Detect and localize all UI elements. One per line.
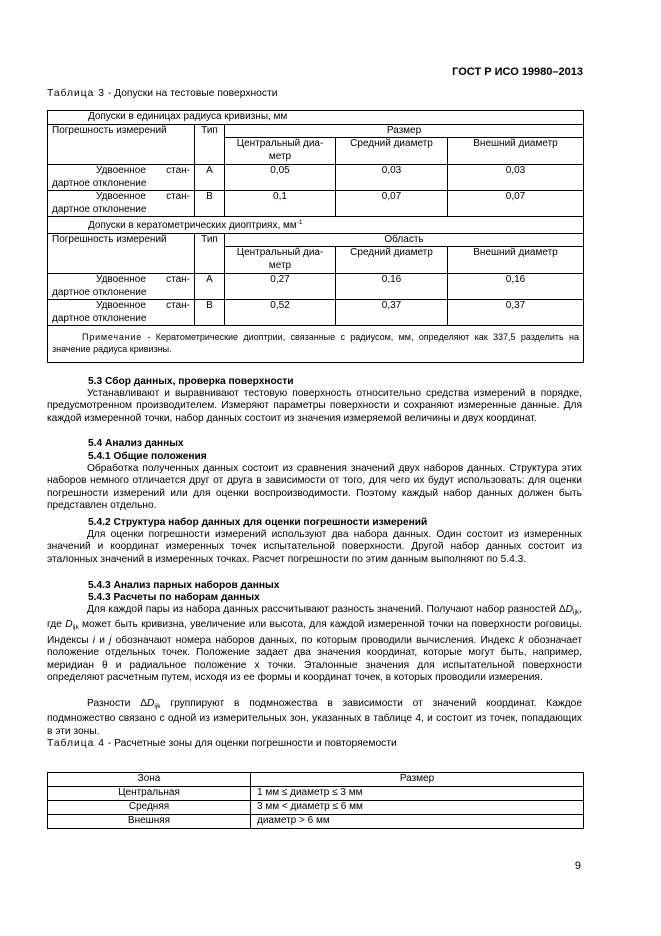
table3-caption	[47, 88, 278, 99]
table4-col-size: Размер	[251, 773, 584, 787]
table3-col-middle: Средний диаметр	[336, 247, 448, 274]
table3-col-error: Погрешность измерений	[48, 233, 195, 274]
table3-cell-outer: 0,37	[448, 300, 584, 326]
table4-cell-size: 3 мм < диаметр ≤ 6 мм	[251, 801, 584, 815]
table-row	[48, 165, 584, 191]
table3-caption-text: - Допуски на тестовые поверхности	[104, 88, 278, 99]
section-5-4-1-text: Обработка полученных данных состоит из сравнения значений двух наборов данных. Структура этих наборов немного отличается друг от друга в зависимости от того, для чего их будут использовать: для оценки погрешности измерений или для оценки воспроизводимости. Поэтому каждый набор данных должен быть представлен отдельно.	[47, 463, 582, 512]
section-5-4-1-heading: 5.4.1 Общие положения	[88, 451, 207, 462]
table3-col-outer: Внешний диаметр	[448, 247, 584, 274]
table3-cell-outer: 0,03	[448, 165, 584, 191]
table3-cell-outer: 0,16	[448, 274, 584, 300]
table3-col-central: Центральный диа- метр	[225, 247, 336, 274]
table4-caption-label: Таблица 4	[47, 738, 105, 749]
document-header: ГОСТ Р ИСО 19980–2013	[452, 66, 583, 78]
table3-cell-middle: 0,03	[336, 165, 448, 191]
table3-caption-label: Таблица 3	[47, 88, 105, 99]
table3-cell-middle: 0,16	[336, 274, 448, 300]
table3-row-label: Удвоенное стан- дартное отклонение	[48, 274, 195, 300]
table3-cell-central: 0,05	[225, 165, 336, 191]
table4-cell-zone: Центральная	[48, 787, 251, 801]
table3-note: Примечание - Кератометрические диоптрии, связанные с радиусом, мм, определяют как 337,5 разделить на значение радиуса кривизны.	[48, 326, 584, 363]
table4	[47, 772, 584, 829]
table3-col-outer: Внешний диаметр	[448, 138, 584, 165]
table3-cell-type: B	[195, 300, 225, 326]
table3-cell-central: 0,52	[225, 300, 336, 326]
section-5-4-2-heading: 5.4.2 Структура набор данных для оценки погрешности измерений	[88, 517, 428, 528]
table3-col-central: Центральный диа- метр	[225, 138, 336, 165]
table3-col-area: Область	[225, 233, 584, 247]
table4-cell-size: диаметр > 6 мм	[251, 815, 584, 829]
table3-row-label: Удвоенное стан- дартное отклонение	[48, 191, 195, 217]
table-row	[48, 191, 584, 217]
section-5-3-text: Устанавливают и выравнивают тестовую поверхность относительно средства измерений в порядке, предусмотренном производителем. Измеряют параметры поверхности и сохраняют измеренные данные. Для каждой измеренной точки, набор данных состоит из значения измеряемой величины и двух координат.	[47, 388, 582, 424]
table3-section1-title: Допуски в единицах радиуса кривизны, мм	[48, 111, 584, 125]
table3-cell-central: 0,27	[225, 274, 336, 300]
table3-cell-type: B	[195, 191, 225, 217]
table3-cell-type: A	[195, 165, 225, 191]
section-5-4-3-heading: 5.4.3 Анализ парных наборов данных	[88, 580, 280, 591]
table4-caption-text: - Расчетные зоны для оценки погрешности и повторяемости	[104, 738, 397, 749]
table3-col-type: Тип	[195, 124, 225, 165]
table3-col-size: Размер	[225, 124, 584, 138]
table4-cell-size: 1 мм ≤ диаметр ≤ 3 мм	[251, 787, 584, 801]
section-5-4-heading: 5.4 Анализ данных	[88, 438, 184, 449]
section-5-4-3-calc-heading: 5.4.3 Расчеты по наборам данных	[88, 592, 260, 603]
table3-section2-title: Допуски в кератометрических диоптриях, $мм^{-1}$	[48, 217, 584, 234]
table3-row-label: Удвоенное стан- дартное отклонение	[48, 165, 195, 191]
table3-cell-middle: 0,07	[336, 191, 448, 217]
table-row	[48, 274, 584, 300]
table-row	[48, 801, 584, 815]
section-5-4-3-text-2: Разности $\Delta D_{ijk}$ группируют в подмножества в зависимости от значений координат. Каждое подмножество связано с одной из измерительных зон, указанных в таблице 4, и состоит из точек, попадающих в эти зоны.	[47, 698, 582, 737]
table3	[47, 110, 584, 363]
page-number: 9	[574, 860, 581, 872]
table3-cell-central: 0,1	[225, 191, 336, 217]
table3-col-error: Погрешность измерений	[48, 124, 195, 165]
section-5-4-2-text: Для оценки погрешности измерений используют два набора данных. Один состоит из измеренных значений и координат измеренных точек испытательной поверхности. Другой набор данных состоит из эталонных значений в измеренных точках. Расчет погрешности по этим данным выполняют по 5.4.3.	[47, 529, 582, 565]
table3-cell-outer: 0,07	[448, 191, 584, 217]
table3-col-middle: Средний диаметр	[336, 138, 448, 165]
table-row	[48, 815, 584, 829]
table3-row-label: Удвоенное стан- дартное отклонение	[48, 300, 195, 326]
table3-cell-type: A	[195, 274, 225, 300]
table4-cell-zone: Средняя	[48, 801, 251, 815]
table-row	[48, 300, 584, 326]
table4-caption	[47, 738, 397, 749]
table4-cell-zone: Внешняя	[48, 815, 251, 829]
table4-col-zone: Зона	[48, 773, 251, 787]
section-5-3-heading: 5.3 Сбор данных, проверка поверхности	[88, 376, 294, 387]
section-5-4-3-text-1: Для каждой пары из набора данных рассчитывают разность значений. Получают набор разностей $\Delta D_{ijk}$, где $D_{ijk}$ может быть кривизна, увеличение или высота, для каждой измеренной точки на поверхности роговицы. Индексы i и j обозначают номера наборов данных, по которым проводили вычисления. Индекс k обозначает положение отдельных точек. Положение задает два значения координат, которые могут быть, например, меридиан θ и радиальное положение x точки. Эталонные значения для испытательной поверхности определяют расчетным путем, исходя из ее формы и координат точек, в которых проводили измерения.	[47, 604, 582, 684]
table3-col-type: Тип	[195, 233, 225, 274]
table-row	[48, 787, 584, 801]
table3-cell-middle: 0,37	[336, 300, 448, 326]
